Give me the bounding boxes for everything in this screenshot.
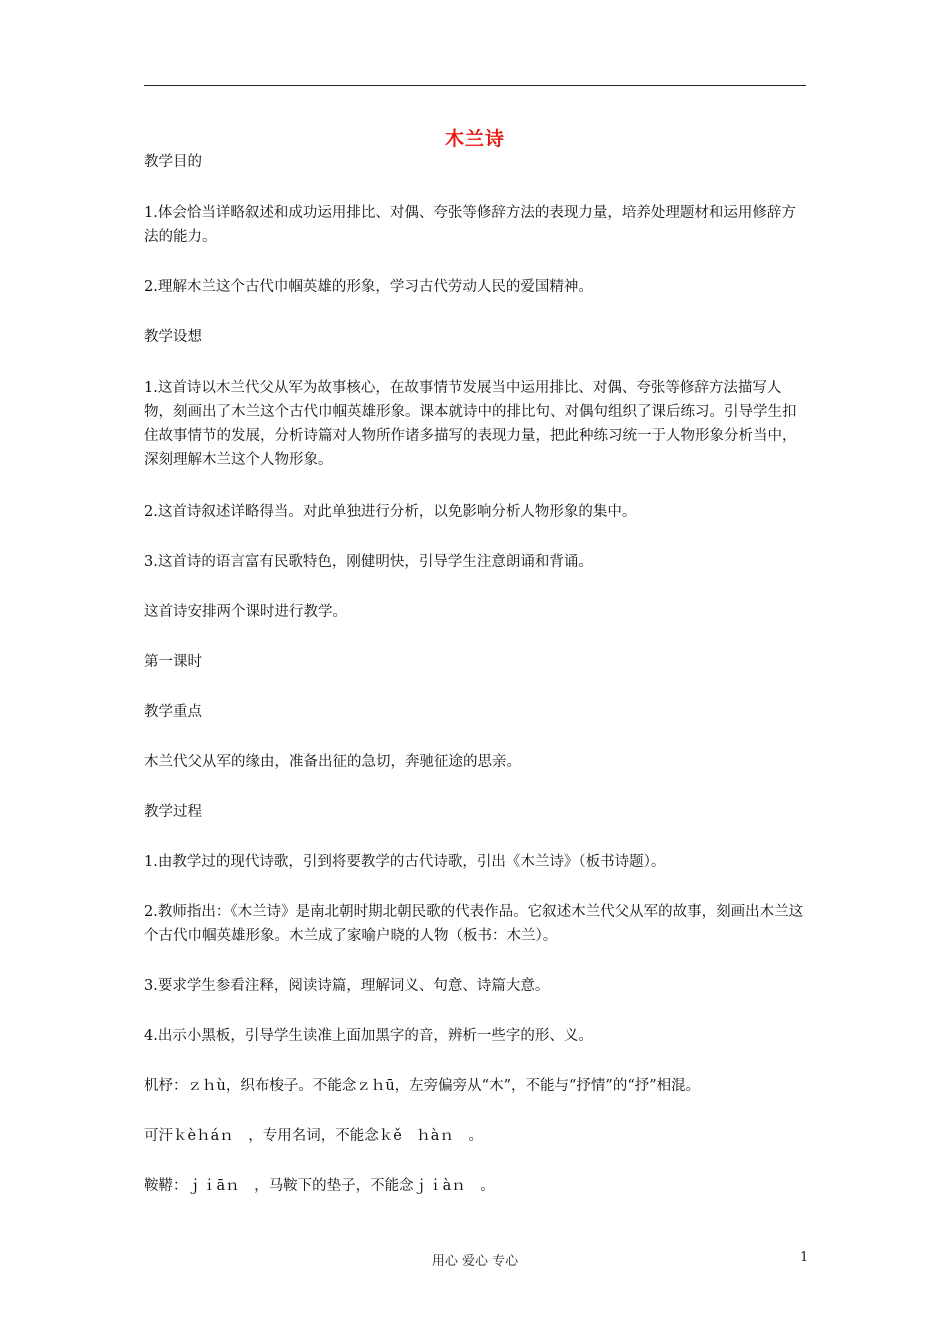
heading-first-lesson: 第一课时 [144,654,202,670]
page-footer: 用心 爱心 专心 [431,1254,519,1269]
heading-teaching-plan: 教学设想 [144,329,202,345]
paragraph: 2.理解木兰这个古代巾帼英雄的形象，学习古代劳动人民的爱国精神。 [144,279,593,295]
paragraph: 木兰代父从军的缘由，准备出征的急切，奔驰征途的思亲。 [144,754,521,770]
paragraph: 3.这首诗的语言富有民歌特色，刚健明快，引导学生注意朗诵和背诵。 [144,554,593,570]
document-title: 木兰诗 [444,128,505,150]
heading-teaching-process: 教学过程 [144,804,202,820]
page-number: 1 [800,1250,809,1265]
heading-key-points: 教学重点 [144,704,202,720]
header-rule [144,85,806,86]
paragraph: 可汗ｋèｈáｎ ，专用名词，不能念ｋě ｈàｎ 。 [144,1128,483,1144]
paragraph: 4.出示小黑板，引导学生读准上面加黑字的音，辨析一些字的形、义。 [144,1028,593,1044]
paragraph: 这首诗安排两个课时进行教学。 [144,604,347,620]
heading-teaching-goals: 教学目的 [144,154,202,170]
paragraph: 1.这首诗以木兰代父从军为故事核心，在故事情节发展当中运用排比、对偶、夸张等修辞方法描写人物，刻画出了木兰这个古代巾帼英雄形象。课本就诗中的排比句、对偶句组织了课后练习。引导学生扣住故事情节的发展，分析诗篇对人物所作诸多描写的表现力量，把此种练习统一于人物形象分析当中，深刻理解木兰这个人物形象。 [144,380,797,468]
paragraph: 鞍鞯：ｊｉāｎ ，马鞍下的垫子，不能念ｊｉàｎ 。 [144,1178,495,1194]
paragraph: 2.教师指出：《木兰诗》是南北朝时期北朝民歌的代表作品。它叙述木兰代父从军的故事，刻画出木兰这个古代巾帼英雄形象。木兰成了家喻户晓的人物（板书：木兰）。 [144,904,804,944]
paragraph: 2.这首诗叙述详略得当。对此单独进行分析，以免影响分析人物形象的集中。 [144,504,637,520]
paragraph: 1.由教学过的现代诗歌，引到将要教学的古代诗歌，引出《木兰诗》（板书诗题）。 [144,854,666,870]
paragraph: 3.要求学生参看注释，阅读诗篇，理解词义、句意、诗篇大意。 [144,978,550,994]
paragraph: 机杼：ｚｈù，织布梭子。不能念ｚｈū，左旁偏旁从“木”，不能与“抒情”的“抒”相混。 [144,1078,701,1094]
paragraph: 1.体会恰当详略叙述和成功运用排比、对偶、夸张等修辞方法的表现力量，培养处理题材和运用修辞方法的能力。 [144,205,796,245]
